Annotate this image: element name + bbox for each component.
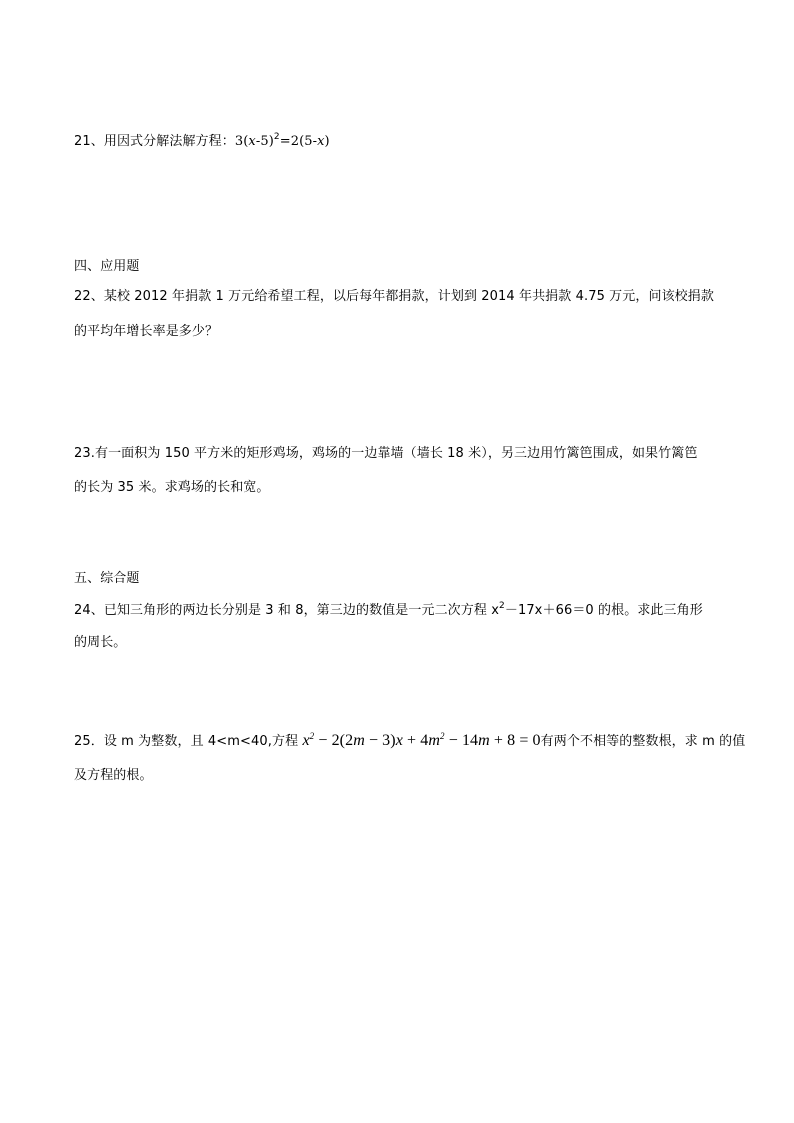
- q25-eq-end: + 8 = 0: [489, 732, 541, 749]
- question-21: [74, 133, 734, 151]
- section-5-title: 五、综合题: [74, 571, 140, 586]
- q25-equation: [302, 732, 540, 749]
- q25-eq-sup-2: 2: [440, 731, 445, 741]
- q25-eq-x-2: x: [395, 732, 403, 749]
- q21-eq-part-c: =2(5-: [279, 134, 318, 149]
- q21-eq-part-a: 3(: [234, 134, 249, 149]
- question-22-line-1: 22、某校 2012 年捐款 1 万元给希望工程，以后每年都捐款，计划到 2014 年共捐款 4.75 万元，问该校捐款: [74, 289, 714, 304]
- q25-prefix: 25．设 m 为整数，且 4<m<40,方程: [74, 734, 303, 749]
- question-24-line-1: [74, 602, 734, 620]
- q25-eq-m-2: m: [428, 732, 441, 749]
- q25-eq-m-3: m: [478, 732, 490, 749]
- question-25-line-2: 及方程的根。: [74, 768, 153, 783]
- question-23-line-1: 23.有一面积为 150 平方米的矩形鸡场，鸡场的一边靠墙（墙长 18 米），另三边用竹篱笆围成，如果竹篱笆: [74, 446, 698, 461]
- q21-eq-part-b: -5): [255, 134, 274, 149]
- q21-eq-part-d: ): [324, 134, 330, 149]
- q21-exponent: 2: [273, 132, 280, 142]
- question-21-text: 21、用因式分解法解方程：: [74, 134, 235, 149]
- q25-eq-x: x: [302, 732, 310, 749]
- q25-eq-m-1: m: [353, 732, 365, 749]
- q21-var-x1: x: [248, 134, 256, 149]
- question-23-line-2: 的长为 35 米。求鸡场的长和宽。: [74, 480, 270, 495]
- q24-exponent: 2: [499, 601, 505, 611]
- question-25-line-1: [74, 730, 746, 753]
- question-22-line-2: 的平均年增长率是多少？: [74, 324, 219, 339]
- q25-eq-mid-1: − 2(2: [314, 732, 354, 749]
- q24-line-1-part-b: －17x＋66＝0 的根。求此三角形: [504, 603, 703, 618]
- section-4-title: 四、应用题: [74, 259, 140, 274]
- q25-suffix: 有两个不相等的整数根，求 m 的值: [540, 734, 746, 749]
- q21-var-x2: x: [317, 134, 325, 149]
- question-24-line-2: 的周长。: [74, 635, 127, 650]
- q25-eq-mid-2: − 3): [364, 732, 396, 749]
- q24-line-1-part-a: 24、已知三角形的两边长分别是 3 和 8，第三边的数值是一元二次方程 x: [74, 603, 500, 618]
- q25-eq-sup-1: 2: [309, 731, 315, 741]
- q25-eq-mid-3: + 4: [402, 732, 429, 749]
- q25-eq-mid-4: − 14: [444, 732, 479, 749]
